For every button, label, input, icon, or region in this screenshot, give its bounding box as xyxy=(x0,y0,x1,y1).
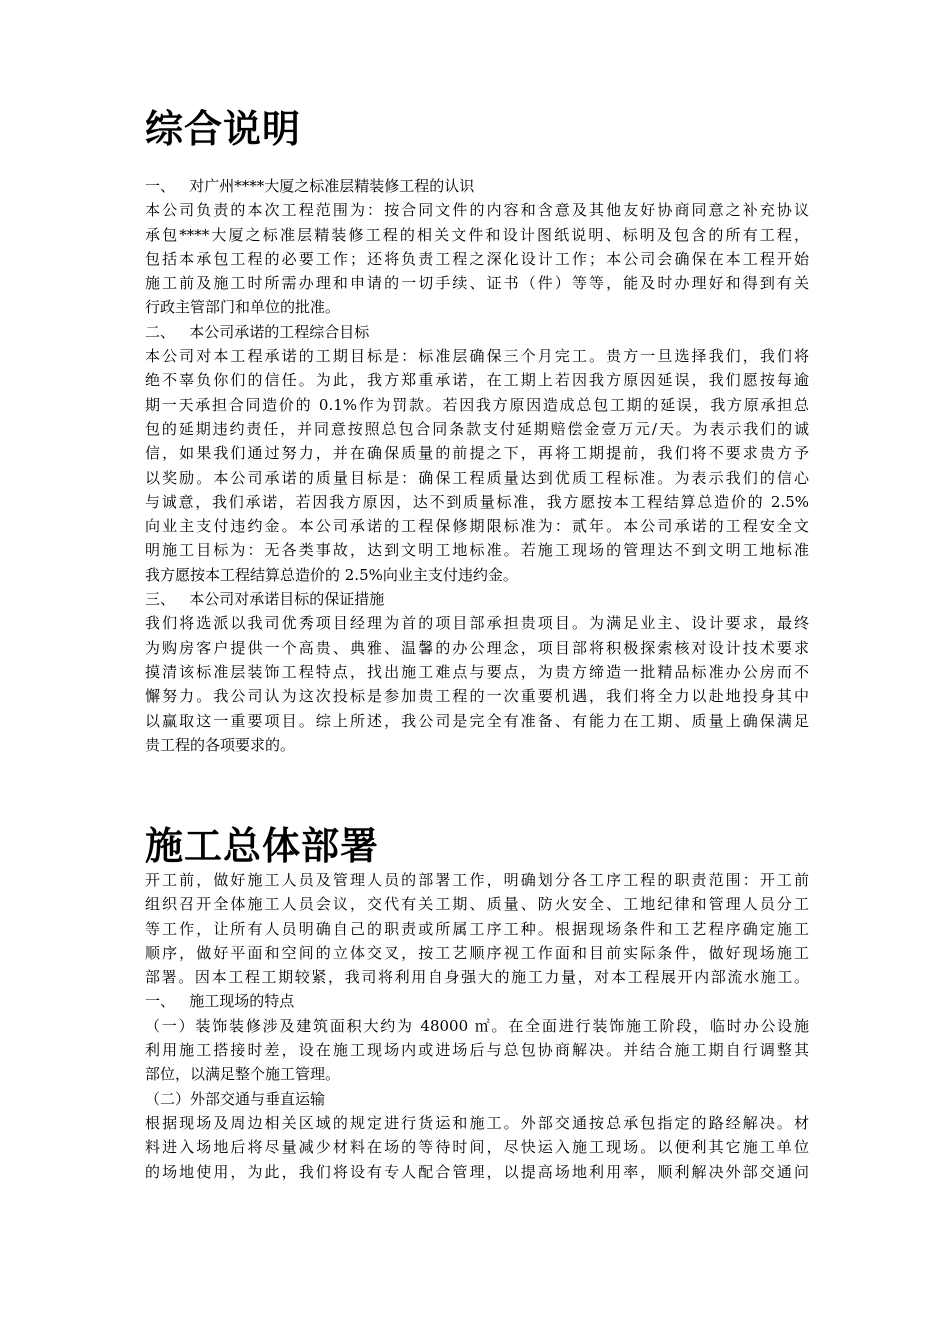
paragraph-line: （一）装饰装修涉及建筑面积大约为 48000 ㎡。在全面进行装饰施工阶段，临时办公设施 xyxy=(145,1016,809,1035)
paragraph-line: 料进入场地后将尽量减少材料在场的等待时间，尽快运入施工现场。以便利其它施工单位 xyxy=(145,1138,809,1157)
paragraph-line: 部署。因本工程工期较紧，我司将利用自身强大的施工力量，对本工程展开内部流水施工。 xyxy=(145,968,809,987)
subheading-line: 三、 本公司对承诺目标的保证措施 xyxy=(145,590,385,609)
paragraph-line: 施工前及施工时所需办理和申请的一切手续、证书（件）等等，能及时办理好和得到有关 xyxy=(145,274,809,293)
paragraph-line: 组织召开全体施工人员会议，交代有关工期、质量、防火安全、工地纪律和管理人员分工 xyxy=(145,895,809,914)
paragraph-line: 摸清该标准层装饰工程特点，找出施工难点与要点，为贵方缔造一批精品标准办公房而不 xyxy=(145,662,809,681)
paragraph-line: 向业主支付违约金。本公司承诺的工程保修期限标准为：贰年。本公司承诺的工程安全文 xyxy=(145,517,809,536)
subheading-line: 二、 本公司承诺的工程综合目标 xyxy=(145,322,370,341)
paragraph-line: 为购房客户提供一个高贵、典雅、温馨的办公理念，项目部将积极探索核对设计技术要求 xyxy=(145,638,809,657)
subheading-line: （二）外部交通与垂直运输 xyxy=(145,1089,326,1108)
paragraph-line: 我们将选派以我司优秀项目经理为首的项目部承担贵项目。为满足业主、设计要求，最终 xyxy=(145,614,809,633)
paragraph-line: 包的延期违约责任，并同意按照总包合同条款支付延期赔偿金壹万元/天。为表示我们的诚 xyxy=(145,419,809,438)
section-body-deployment xyxy=(145,868,809,1184)
subheading-line: 一、 施工现场的特点 xyxy=(145,992,295,1011)
paragraph-line: 本公司对本工程承诺的工期目标是：标准层确保三个月完工。贵方一旦选择我们，我们将 xyxy=(145,347,809,366)
section-title-overview: 综合说明 xyxy=(145,107,302,151)
paragraph-line: 本公司负责的本次工程范围为：按合同文件的内容和含意及其他友好协商同意之补充协议 xyxy=(145,201,809,220)
paragraph-line: 的场地使用，为此，我们将设有专人配合管理，以提高场地利用率，顺利解决外部交通问 xyxy=(145,1162,809,1181)
paragraph-line: 明施工目标为：无各类事故，达到文明工地标准。若施工现场的管理达不到文明工地标准 xyxy=(145,541,809,560)
paragraph-line: 懈努力。我公司认为这次投标是参加贵工程的一次重要机遇，我们将全力以赴地投身其中 xyxy=(145,687,809,706)
paragraph-line: 顺序，做好平面和空间的立体交叉，按工艺顺序视工作面和目前实际条件，做好现场施工 xyxy=(145,943,809,962)
paragraph-line: 利用施工搭接时差，设在施工现场内或进场后与总包协商解决。并结合施工期自行调整其 xyxy=(145,1041,809,1060)
paragraph-line: 行政主管部门和单位的批准。 xyxy=(145,298,341,317)
paragraph-line: 根据现场及周边相关区域的规定进行货运和施工。外部交通按总承包指定的路经解决。材 xyxy=(145,1113,809,1132)
paragraph-line: 贵工程的各项要求的。 xyxy=(145,735,296,754)
section-title-deployment: 施工总体部署 xyxy=(145,824,380,868)
subheading-line: 一、 对广州****大厦之标准层精装修工程的认识 xyxy=(145,177,475,195)
paragraph-line: 等工作，让所有人员明确自己的职责或所属工序工种。根据现场条件和工艺程序确定施工 xyxy=(145,919,809,938)
section-body-overview xyxy=(145,174,809,757)
paragraph-line: 部位，以满足整个施工管理。 xyxy=(145,1065,341,1084)
paragraph-line: 开工前，做好施工人员及管理人员的部署工作，明确划分各工序工程的职责范围：开工前 xyxy=(145,871,809,889)
paragraph-line: 包括本承包工程的必要工作；还将负责工程之深化设计工作；本公司会确保在本工程开始 xyxy=(145,249,809,268)
paragraph-line: 与诚意，我们承诺，若因我方原因，达不到质量标准，我方愿按本工程结算总造价的 2.5% xyxy=(145,492,809,511)
paragraph-line: 信，如果我们通过努力，并在确保质量的前提之下，再将工期提前，我们将不要求贵方予 xyxy=(145,444,809,463)
paragraph-line: 我方愿按本工程结算总造价的 2.5%向业主支付违约金。 xyxy=(145,565,518,584)
paragraph-line: 承包****大厦之标准层精装修工程的相关文件和设计图纸说明、标明及包含的所有工程， xyxy=(145,225,809,244)
paragraph-line: 以奖励。本公司承诺的质量目标是：确保工程质量达到优质工程标准。为表示我们的信心 xyxy=(145,468,809,487)
paragraph-line: 以赢取这一重要项目。综上所述，我公司是完全有准备、有能力在工期、质量上确保满足 xyxy=(145,711,809,730)
paragraph-line: 期一天承担合同造价的 0.1%作为罚款。若因我方原因造成总包工期的延误，我方原承担总 xyxy=(145,395,809,414)
paragraph-line: 绝不辜负你们的信任。为此，我方郑重承诺，在工期上若因我方原因延误，我们愿按每逾 xyxy=(145,371,809,390)
